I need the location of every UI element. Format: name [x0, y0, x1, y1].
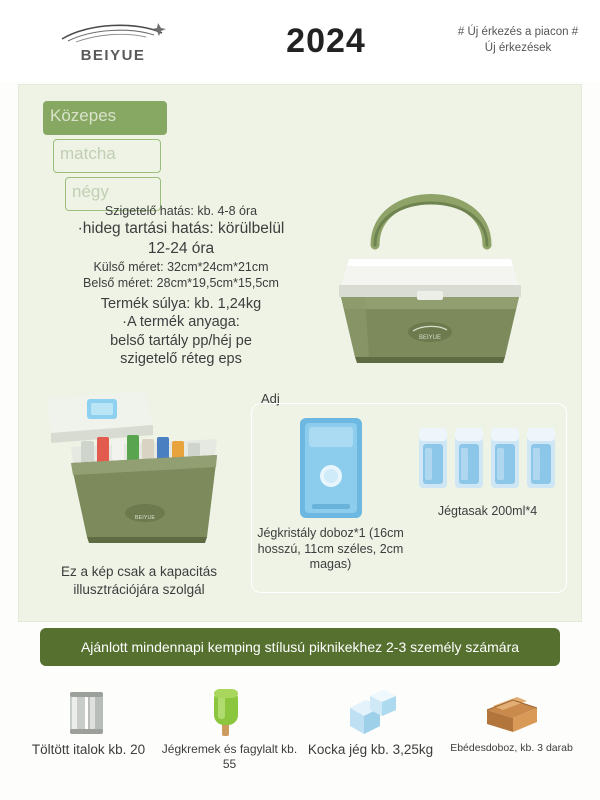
open-cooler-box-with-drinks-icon [41, 381, 231, 561]
accessory-ice-gel-packs-caption: Jégtasak 200ml*4 [437, 504, 538, 518]
brand-block [28, 19, 198, 64]
page-header [0, 0, 600, 82]
capacity-item-popsicles [159, 682, 300, 790]
capacity-row [18, 682, 582, 790]
spec-line: ·A termék anyaga: [122, 314, 240, 331]
variant-chip-matcha-label: matcha [60, 144, 116, 163]
main-panel [18, 84, 582, 622]
svg-text:BEIYUE: BEIYUE [418, 335, 442, 341]
open-cooler-caption: Ez a kép csak a kapacitás illusztrációjára szolgál [60, 564, 218, 597]
capacity-item-lunch-boxes-caption: Ebédesdoboz, kb. 3 darab [450, 742, 573, 754]
capacity-item-lunch-boxes [441, 682, 582, 790]
specification-list [31, 203, 331, 369]
variant-chip-four-label: négy [72, 182, 109, 201]
lunch-box-icon [477, 690, 547, 738]
brand-name: BEIYUE [80, 46, 146, 64]
beverage-cans-icon [54, 686, 124, 738]
ice-gel-pack-x4-icon [413, 414, 563, 500]
recommendation-banner [40, 628, 560, 666]
ice-cubes-icon [336, 686, 406, 738]
year-label: 2024 [286, 21, 366, 60]
spec-line: szigetelő réteg eps [120, 351, 242, 368]
variant-chip-medium[interactable] [43, 101, 167, 135]
accessories-label: Adj [255, 391, 286, 406]
accessory-ice-brick-caption: Jégkristály doboz*1 (16cm hosszú, 11cm széles, 2cm magas) [257, 526, 404, 572]
accessories-box [251, 403, 567, 593]
spec-line: Szigetelő hatás: kb. 4-8 óra [104, 204, 258, 218]
variant-chip-medium-label: Közepes [50, 106, 117, 125]
svg-text:BEIYUE: BEIYUE [134, 515, 156, 521]
variant-chip-group [43, 101, 273, 215]
variant-chip-matcha[interactable] [53, 139, 161, 173]
recommendation-banner-text: Ajánlott mindennapi kemping stílusú piknikekhez 2-3 személy számára [80, 639, 520, 655]
spec-line: ·hideg tartási hatás: körülbelül [77, 220, 285, 237]
popsicle-icon [200, 686, 260, 738]
capacity-item-drinks-caption: Töltött italok kb. 20 [31, 742, 146, 757]
spec-line: Belső méret: 28cm*19,5cm*15,5cm [83, 275, 279, 290]
spec-line: belső tartály pp/héj pe [110, 332, 252, 349]
spec-line: 12-24 óra [147, 239, 215, 257]
accessory-ice-brick [252, 404, 409, 592]
spec-line: Termék súlya: kb. 1,24kg [100, 295, 262, 312]
blue-ice-brick-icon [292, 414, 370, 522]
capacity-item-popsicles-caption: Jégkremek és fagylalt kb. 55 [161, 742, 298, 771]
capacity-item-drinks [18, 682, 159, 790]
header-tagline: # Új érkezés a piacon # Új érkezések [457, 26, 579, 54]
closed-cooler-box-olive-icon [305, 167, 555, 377]
spec-line: Külső méret: 32cm*24cm*21cm [93, 259, 269, 274]
grass-swoosh-logo-icon [58, 19, 168, 45]
capacity-item-ice-cubes [300, 682, 441, 790]
accessory-ice-gel-packs [409, 404, 566, 592]
capacity-item-ice-cubes-caption: Kocka jég kb. 3,25kg [307, 742, 434, 757]
